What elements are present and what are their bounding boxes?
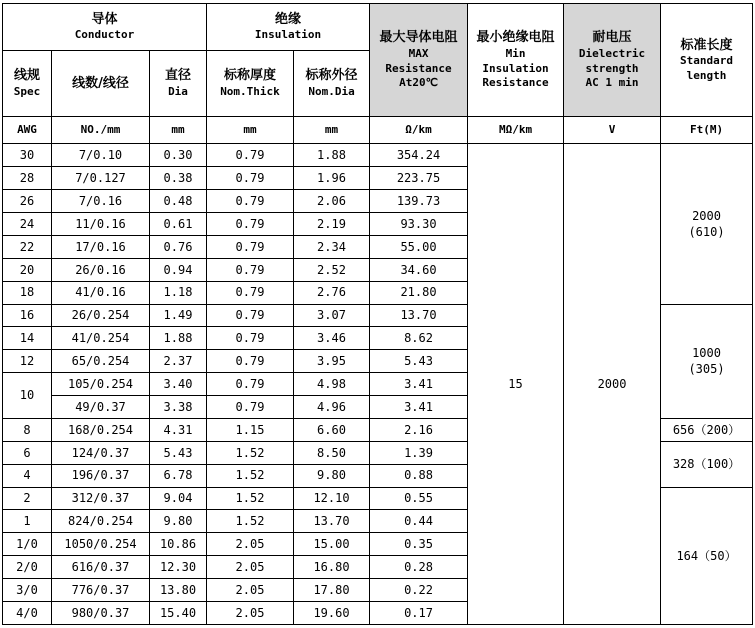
- standard-length-value: 2000: [692, 208, 721, 223]
- outer-dia-cell: 4.96: [294, 396, 370, 419]
- standard-length-metric: (610): [688, 224, 725, 239]
- standard-length-value: 656（200）: [672, 422, 741, 437]
- strands-cell: 105/0.254: [52, 373, 150, 396]
- awg-cell: 3/0: [3, 579, 52, 602]
- unit-length: Ft(M): [661, 117, 753, 144]
- outer-dia-cell: 2.34: [294, 235, 370, 258]
- awg-cell: 1: [3, 510, 52, 533]
- strands-cell: 41/0.254: [52, 327, 150, 350]
- strands-cell: 980/0.37: [52, 601, 150, 624]
- dia-cell: 0.94: [150, 258, 207, 281]
- dia-header-zh: 直径: [164, 68, 191, 84]
- standard-length-header-en1: Standard: [680, 54, 733, 68]
- dia-cell: 3.40: [150, 373, 207, 396]
- awg-cell: 4/0: [3, 601, 52, 624]
- outer-dia-cell: 3.07: [294, 304, 370, 327]
- unit-dia: mm: [150, 117, 207, 144]
- resistance-cell: 0.22: [370, 579, 468, 602]
- dia-cell: 1.18: [150, 281, 207, 304]
- thick-cell: 0.79: [207, 396, 294, 419]
- outer-dia-cell: 4.98: [294, 373, 370, 396]
- standard-length-metric: (305): [688, 362, 725, 377]
- dia-header: [150, 50, 207, 117]
- strands-cell: 824/0.254: [52, 510, 150, 533]
- voltage-header-en3: AC 1 min: [585, 76, 639, 90]
- resistance-cell: 3.41: [370, 396, 468, 419]
- awg-cell: 28: [3, 167, 52, 190]
- unit-thick: mm: [207, 117, 294, 144]
- awg-cell: 26: [3, 190, 52, 213]
- dia-cell: 12.30: [150, 556, 207, 579]
- thick-cell: 1.52: [207, 510, 294, 533]
- unit-awg: AWG: [3, 117, 52, 144]
- strands-cell: 616/0.37: [52, 556, 150, 579]
- dia-cell: 13.80: [150, 579, 207, 602]
- table-row: [3, 144, 753, 167]
- thick-cell: 0.79: [207, 167, 294, 190]
- conductor-header: [3, 4, 207, 51]
- outer-dia-cell: 1.88: [294, 144, 370, 167]
- outer-dia-cell: 1.96: [294, 167, 370, 190]
- min-insulation-header-en1: Min: [505, 46, 526, 60]
- dia-cell: 9.80: [150, 510, 207, 533]
- voltage-header-zh: 耐电压: [592, 30, 632, 46]
- strands-cell: 168/0.254: [52, 418, 150, 441]
- standard-length-cell: [661, 144, 753, 304]
- awg-cell: 30: [3, 144, 52, 167]
- outer-dia-cell: 3.46: [294, 327, 370, 350]
- resistance-cell: 1.39: [370, 441, 468, 464]
- thick-cell: 1.15: [207, 418, 294, 441]
- thick-cell: 0.79: [207, 258, 294, 281]
- min-insulation-value: 15: [468, 144, 564, 625]
- thick-header-zh: 标称厚度: [223, 68, 276, 84]
- dia-cell: 0.30: [150, 144, 207, 167]
- resistance-cell: 223.75: [370, 167, 468, 190]
- unit-strands: NO./mm: [52, 117, 150, 144]
- dia-cell: 5.43: [150, 441, 207, 464]
- standard-length-cell: [661, 441, 753, 487]
- strands-cell: 7/0.127: [52, 167, 150, 190]
- strands-cell: 776/0.37: [52, 579, 150, 602]
- resistance-cell: 21.80: [370, 281, 468, 304]
- conductor-header-zh: 导体: [91, 11, 118, 27]
- thick-cell: 0.79: [207, 190, 294, 213]
- resistance-cell: 0.17: [370, 601, 468, 624]
- min-insulation-header-en2: Insulation: [482, 61, 549, 75]
- voltage-header-en1: Dielectric: [578, 46, 646, 60]
- outer-dia-header-zh: 标称外径: [305, 68, 358, 84]
- max-resistance-header-en3: At20℃: [399, 76, 438, 90]
- strands-cell: 26/0.16: [52, 258, 150, 281]
- resistance-cell: 0.44: [370, 510, 468, 533]
- awg-cell: 2: [3, 487, 52, 510]
- resistance-cell: 55.00: [370, 235, 468, 258]
- resistance-cell: 5.43: [370, 350, 468, 373]
- awg-cell: 2/0: [3, 556, 52, 579]
- awg-cell: 10: [3, 373, 52, 419]
- dia-cell: 0.48: [150, 190, 207, 213]
- thick-cell: 0.79: [207, 235, 294, 258]
- strands-cell: 49/0.37: [52, 396, 150, 419]
- dia-cell: 0.61: [150, 213, 207, 236]
- outer-dia-cell: 2.19: [294, 213, 370, 236]
- dia-cell: 15.40: [150, 601, 207, 624]
- voltage-header-en2: strength: [585, 61, 639, 75]
- thick-cell: 1.52: [207, 464, 294, 487]
- dia-cell: 1.49: [150, 304, 207, 327]
- awg-cell: 8: [3, 418, 52, 441]
- strands-header: [52, 50, 150, 117]
- awg-cell: 14: [3, 327, 52, 350]
- thick-header: [207, 50, 294, 117]
- outer-dia-cell: 12.10: [294, 487, 370, 510]
- max-resistance-header-en1: MAX: [408, 46, 429, 60]
- min-insulation-header-zh: 最小绝缘电阻: [476, 30, 555, 46]
- standard-length-cell: [661, 487, 753, 624]
- outer-dia-cell: 2.76: [294, 281, 370, 304]
- resistance-cell: 354.24: [370, 144, 468, 167]
- strands-cell: 7/0.16: [52, 190, 150, 213]
- resistance-cell: 34.60: [370, 258, 468, 281]
- thick-cell: 0.79: [207, 213, 294, 236]
- standard-length-value: 328（100）: [672, 457, 741, 472]
- max-resistance-header-zh: 最大导体电阻: [379, 30, 458, 46]
- resistance-cell: 0.88: [370, 464, 468, 487]
- min-insulation-header: [468, 4, 564, 117]
- resistance-cell: 13.70: [370, 304, 468, 327]
- outer-dia-cell: 15.00: [294, 533, 370, 556]
- resistance-cell: 93.30: [370, 213, 468, 236]
- strands-cell: 41/0.16: [52, 281, 150, 304]
- spec-header: [3, 50, 52, 117]
- unit-resistance: Ω/km: [370, 117, 468, 144]
- outer-dia-cell: 16.80: [294, 556, 370, 579]
- voltage-value: 2000: [564, 144, 661, 625]
- strands-cell: 312/0.37: [52, 487, 150, 510]
- max-resistance-header: [370, 4, 468, 117]
- standard-length-value: 1000: [692, 346, 721, 361]
- thick-cell: 1.52: [207, 441, 294, 464]
- conductor-header-en: Conductor: [74, 28, 135, 42]
- unit-voltage: V: [564, 117, 661, 144]
- voltage-header: [564, 4, 661, 117]
- insulation-header: [207, 4, 370, 51]
- strands-cell: 196/0.37: [52, 464, 150, 487]
- min-insulation-header-en3: Resistance: [482, 76, 549, 90]
- outer-dia-cell: 2.52: [294, 258, 370, 281]
- thick-cell: 2.05: [207, 533, 294, 556]
- resistance-cell: 3.41: [370, 373, 468, 396]
- thick-cell: 0.79: [207, 304, 294, 327]
- outer-dia-cell: 17.80: [294, 579, 370, 602]
- resistance-cell: 139.73: [370, 190, 468, 213]
- max-resistance-header-en2: Resistance: [385, 61, 452, 75]
- outer-dia-cell: 2.06: [294, 190, 370, 213]
- dia-cell: 6.78: [150, 464, 207, 487]
- units-row: [3, 117, 753, 144]
- awg-cell: 22: [3, 235, 52, 258]
- outer-dia-cell: 3.95: [294, 350, 370, 373]
- resistance-cell: 2.16: [370, 418, 468, 441]
- thick-cell: 0.79: [207, 327, 294, 350]
- unit-outer-dia: mm: [294, 117, 370, 144]
- resistance-cell: 8.62: [370, 327, 468, 350]
- resistance-cell: 0.28: [370, 556, 468, 579]
- strands-header-zh: 线数/线径: [72, 75, 129, 91]
- outer-dia-cell: 19.60: [294, 601, 370, 624]
- dia-header-en: Dia: [168, 84, 188, 98]
- dia-cell: 4.31: [150, 418, 207, 441]
- dia-cell: 1.88: [150, 327, 207, 350]
- dia-cell: 10.86: [150, 533, 207, 556]
- awg-cell: 16: [3, 304, 52, 327]
- strands-cell: 124/0.37: [52, 441, 150, 464]
- insulation-header-zh: 绝缘: [275, 11, 302, 27]
- awg-cell: 20: [3, 258, 52, 281]
- unit-insulation: MΩ/km: [468, 117, 564, 144]
- thick-cell: 0.79: [207, 373, 294, 396]
- thick-cell: 2.05: [207, 556, 294, 579]
- awg-cell: 12: [3, 350, 52, 373]
- dia-cell: 0.38: [150, 167, 207, 190]
- thick-cell: 1.52: [207, 487, 294, 510]
- thick-cell: 0.79: [207, 281, 294, 304]
- strands-cell: 11/0.16: [52, 213, 150, 236]
- outer-dia-cell: 8.50: [294, 441, 370, 464]
- resistance-cell: 0.55: [370, 487, 468, 510]
- standard-length-value: 164（50）: [676, 548, 737, 563]
- dia-cell: 2.37: [150, 350, 207, 373]
- awg-cell: 6: [3, 441, 52, 464]
- thick-header-en: Nom.Thick: [220, 84, 280, 98]
- strands-cell: 17/0.16: [52, 235, 150, 258]
- outer-dia-cell: 6.60: [294, 418, 370, 441]
- strands-cell: 7/0.10: [52, 144, 150, 167]
- standard-length-header-en2: length: [686, 68, 727, 82]
- strands-cell: 26/0.254: [52, 304, 150, 327]
- outer-dia-header: [294, 50, 370, 117]
- outer-dia-header-en: Nom.Dia: [308, 84, 355, 98]
- insulation-header-en: Insulation: [254, 28, 322, 42]
- standard-length-cell: [661, 304, 753, 418]
- dia-cell: 3.38: [150, 396, 207, 419]
- thick-cell: 0.79: [207, 350, 294, 373]
- outer-dia-cell: 9.80: [294, 464, 370, 487]
- standard-length-header: [661, 4, 753, 117]
- resistance-cell: 0.35: [370, 533, 468, 556]
- awg-cell: 18: [3, 281, 52, 304]
- strands-cell: 65/0.254: [52, 350, 150, 373]
- standard-length-cell: [661, 418, 753, 441]
- thick-cell: 0.79: [207, 144, 294, 167]
- strands-cell: 1050/0.254: [52, 533, 150, 556]
- standard-length-header-zh: 标准长度: [680, 37, 733, 53]
- spec-header-en: Spec: [13, 84, 41, 98]
- thick-cell: 2.05: [207, 579, 294, 602]
- dia-cell: 9.04: [150, 487, 207, 510]
- cable-spec-table: [2, 3, 753, 625]
- awg-cell: 24: [3, 213, 52, 236]
- awg-cell: 4: [3, 464, 52, 487]
- dia-cell: 0.76: [150, 235, 207, 258]
- thick-cell: 2.05: [207, 601, 294, 624]
- awg-cell: 1/0: [3, 533, 52, 556]
- spec-header-zh: 线规: [13, 68, 40, 84]
- outer-dia-cell: 13.70: [294, 510, 370, 533]
